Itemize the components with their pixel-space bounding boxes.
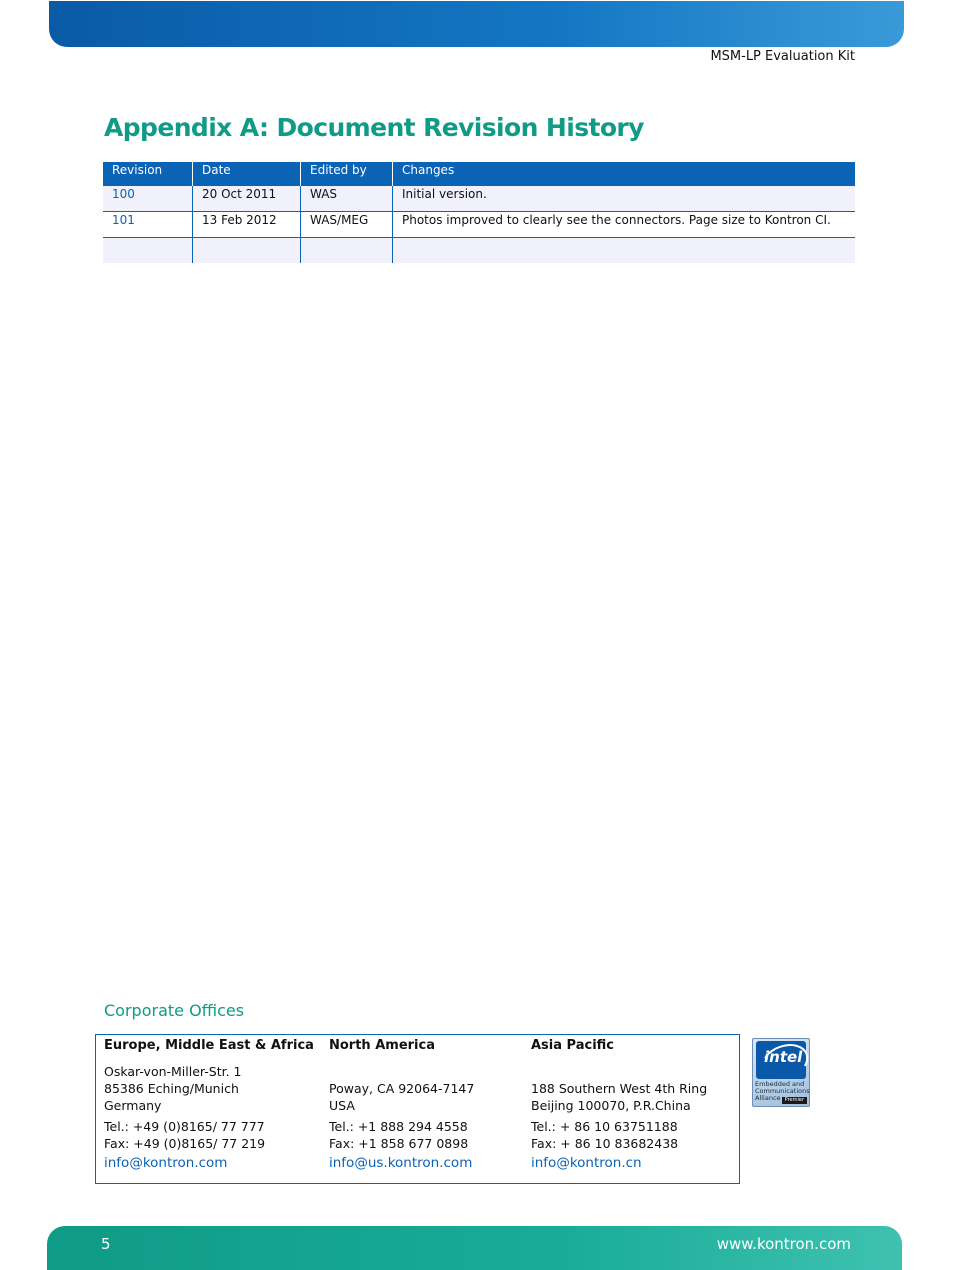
- office-tel: Tel.: +1 888 294 4558: [329, 1119, 468, 1134]
- cell-date: 13 Feb 2012: [193, 212, 301, 238]
- office-north-america: [329, 1035, 474, 1172]
- top-header-band: [49, 1, 904, 47]
- cell-edited-by: WAS: [301, 186, 393, 212]
- intel-wordmark: intel: [764, 1048, 803, 1066]
- corporate-offices-title: Corporate Offices: [104, 1001, 245, 1020]
- address-line: [531, 1063, 707, 1080]
- revision-history-table: [103, 162, 855, 263]
- column-header-revision: Revision: [103, 162, 193, 186]
- office-region: North America: [329, 1038, 435, 1053]
- address-line: Oskar-von-Miller-Str. 1: [104, 1064, 242, 1079]
- cell-edited-by: WAS/MEG: [301, 212, 393, 238]
- office-region: Asia Pacific: [531, 1038, 615, 1053]
- cell-revision: 101: [103, 212, 193, 238]
- address-line: Germany: [104, 1098, 162, 1113]
- address-line: USA: [329, 1098, 355, 1113]
- office-tel: Tel.: +49 (0)8165/ 77 777: [104, 1119, 265, 1134]
- tagline-line: Embedded and: [755, 1080, 805, 1088]
- cell-changes: Photos improved to clearly see the connectors. Page size to Kontron CI.: [393, 212, 856, 238]
- table-row-empty: [103, 238, 855, 264]
- page-number: 5: [101, 1235, 111, 1253]
- website-link[interactable]: www.kontron.com: [716, 1235, 851, 1253]
- tagline-line: Alliance: [755, 1094, 781, 1102]
- office-region: Europe, Middle East & Africa: [104, 1038, 314, 1053]
- office-address: [329, 1063, 474, 1114]
- office-emea: [104, 1035, 314, 1172]
- cell-empty: [193, 238, 301, 264]
- office-address: [104, 1063, 314, 1114]
- office-email-link[interactable]: info@kontron.com: [104, 1155, 228, 1171]
- intel-premier-label: Premier: [782, 1097, 807, 1104]
- office-asia-pacific: [531, 1035, 707, 1172]
- office-tel: Tel.: + 86 10 63751188: [531, 1119, 678, 1134]
- document-title-header: MSM-LP Evaluation Kit: [710, 49, 855, 64]
- office-fax: Fax: + 86 10 83682438: [531, 1136, 679, 1151]
- cell-empty: [393, 238, 856, 264]
- address-line: 188 Southern West 4th Ring: [531, 1081, 708, 1096]
- table-row: [103, 212, 855, 238]
- office-fax: Fax: +1 858 677 0898: [329, 1136, 469, 1151]
- column-header-changes: Changes: [393, 162, 856, 186]
- address-line: Poway, CA 92064-7147: [329, 1081, 475, 1096]
- table-header-row: [103, 162, 855, 186]
- page-title: Appendix A: Document Revision History: [104, 113, 644, 142]
- address-line: 85386 Eching/Munich: [104, 1081, 239, 1096]
- cell-changes: Initial version.: [393, 186, 856, 212]
- column-header-edited-by: Edited by: [301, 162, 393, 186]
- office-fax: Fax: +49 (0)8165/ 77 219: [104, 1136, 266, 1151]
- cell-date: 20 Oct 2011: [193, 186, 301, 212]
- office-email-link[interactable]: info@us.kontron.com: [329, 1155, 473, 1171]
- column-header-date: Date: [193, 162, 301, 186]
- cell-empty: [301, 238, 393, 264]
- cell-empty: [103, 238, 193, 264]
- tagline-line: Communications: [755, 1087, 810, 1095]
- address-line: [329, 1063, 474, 1080]
- table-row: [103, 186, 855, 212]
- intel-badge: [756, 1041, 806, 1079]
- intel-alliance-logo: [752, 1038, 810, 1107]
- cell-revision: 100: [103, 186, 193, 212]
- office-email-link[interactable]: info@kontron.cn: [531, 1155, 642, 1171]
- address-line: Beijing 100070, P.R.China: [531, 1098, 691, 1113]
- corporate-offices-box: [95, 1034, 740, 1184]
- office-address: [531, 1063, 707, 1114]
